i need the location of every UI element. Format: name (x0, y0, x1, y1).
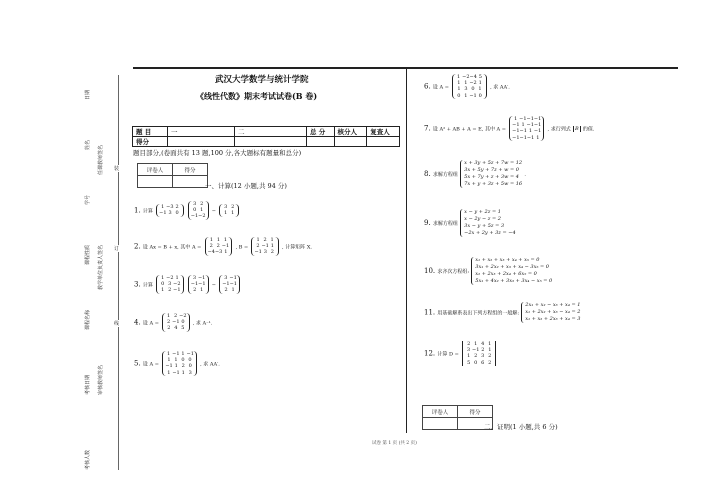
q9-number: 9. (424, 219, 431, 227)
margin-label-course-name: 课程名称 (85, 309, 91, 330)
score-header-part2: 二 (235, 127, 307, 137)
q3-matrix-3: 3 −1 −1−1 2 1 (219, 275, 240, 294)
question-8 (424, 160, 526, 188)
q3-operator: − (211, 282, 216, 289)
score-cell[interactable] (173, 176, 208, 188)
q1-number: 1. (134, 206, 141, 215)
margin-label-name: 姓名 (85, 139, 91, 150)
q1-operator: − (211, 208, 216, 215)
q5-matrix-a: 1 −1 1 −1 1 1 0 0 −1 1 2 0 1 −1 1 3 (162, 351, 197, 376)
grader-cell[interactable] (138, 176, 173, 188)
q8-number: 8. (424, 170, 431, 178)
cut-mark-zhuang: 装 (114, 166, 120, 172)
q6-text: 设 A = (432, 84, 449, 91)
cut-mark-ding: 订 (114, 246, 120, 252)
score-table (132, 126, 400, 147)
q6-matrix-a: 1 −2−4 5 1 1 −2 1 1 3 0 1 0 1 −1 0 (452, 74, 487, 99)
q1-matrix-1: 1 −3 2 −1 3 0 (156, 204, 183, 216)
question-4 (134, 313, 212, 332)
q3-text: 计算 (142, 282, 153, 289)
q4-text: 设 A = (142, 320, 159, 327)
score-label-2: 得分 (458, 406, 493, 418)
question-10 (424, 257, 552, 285)
question-7 (424, 116, 594, 141)
score-header-topic: 题 目 (133, 127, 168, 137)
q12-number: 12. (424, 349, 436, 358)
q3-number: 3. (134, 280, 141, 289)
section2-title: 二、证明(1 小题,共 6 分) (484, 423, 558, 431)
q1-matrix-3: 3 2 1 1 (219, 204, 239, 216)
q11-system: 2x₁ + x₂ − x₃ + x₄ = 1 x₁ + 2x₂ + x₃ − x₄ = 2 x₁ + x₂ + 2x₃ + x₄ = 3 (521, 302, 580, 323)
margin-label-exam-date: 考核日期 (85, 374, 91, 395)
q9-system: x − y + 2z = 1 x − 2y − z = 2 3x − y + 5z = 3 −2x + 2y + 3z = −4 (460, 209, 516, 237)
q7-tail1: , 求行列式 (547, 126, 571, 133)
score-label: 得分 (173, 164, 208, 176)
column-divider (406, 68, 407, 433)
q4-number: 4. (134, 318, 141, 327)
question-11 (424, 302, 580, 323)
margin-label-dept-sign: 教学单位负责人签名 (98, 244, 104, 290)
q2-text: 设 Ax = B + x, 其中 A = (142, 244, 202, 251)
page-footer: 试卷 第 1 页 (共 2 页) (372, 441, 417, 446)
q7-det-b: B (574, 126, 579, 133)
score-row-label: 得分 (133, 137, 168, 147)
question-9 (424, 209, 516, 237)
question-12 (424, 341, 497, 366)
margin-label-teacher-sign: 任课教师签名 (98, 144, 104, 175)
q8-tail: . (524, 172, 526, 178)
q6-number: 6. (424, 82, 431, 91)
q8-text: 求解方程组 (432, 172, 458, 178)
q1-matrix-2: 3 2 0 1 −1−2 (188, 201, 209, 220)
q7-matrix-a: 1 −1−1−1 −1 1 −1−1 −1−1 1 −1 −1−1−1 1 (509, 116, 544, 141)
q2-matrix-a: 1 1 1 2 2 −1 −4−3 1 (205, 237, 233, 256)
grader-box-2 (422, 405, 493, 430)
q3-matrix-2: 3 −1 −1−1 2 1 (188, 275, 209, 294)
q2-number: 2. (134, 242, 141, 251)
school-title: 武汉大学数学与统计学院 (215, 75, 309, 85)
margin-label-course-type: 课程性质 (85, 244, 91, 265)
q10-system: x₁ + x₂ + x₃ + x₄ + x₅ = 0 3x₁ + 2x₂ + x₃ + x₄ − 3x₅ = 0 x₂ + 2x₃ + 2x₄ + 6x₅ = 0 5x₁ + 4x₂ + 3x₃ + 3x₄ − x₅ = 0 (471, 257, 552, 285)
q11-text: 用基础解系表出下列方程组的一般解: (437, 310, 520, 317)
grader-cell-2[interactable] (423, 418, 458, 430)
grader-box-1 (137, 163, 208, 188)
score-cell-part2[interactable] (235, 137, 307, 147)
question-1 (134, 201, 240, 220)
q10-text: 求齐次方程组: (437, 269, 470, 275)
grader-label-2: 评卷人 (423, 406, 458, 418)
q12-text: 计算 D = (437, 351, 459, 358)
section1-title: 一、计算(12 小题,共 94 分) (205, 182, 287, 190)
q2-matrix-b: 1 2 1 2 −1 1 −1 3 2 (251, 237, 278, 256)
q11-number: 11. (424, 308, 436, 317)
score-cell-total[interactable] (307, 137, 335, 147)
margin-label-date: 日期 (85, 89, 91, 100)
q2-tail: , 计算矩阵 X. (282, 244, 312, 251)
question-5 (134, 351, 220, 376)
margin-label-review-sign: 审核教师签名 (98, 364, 104, 395)
score-header-reviewer: 复查人 (367, 127, 400, 137)
cut-mark-xian: 线 (114, 321, 120, 327)
q3-matrix-1: 1 −2 1 0 3 −2 1 2 −1 (156, 275, 183, 294)
q7-number: 7. (424, 124, 431, 133)
score-header-part1: 一 (168, 127, 235, 137)
score-cell-reviewer[interactable] (367, 137, 400, 147)
q12-determinant: 2 1 4 1 3 −1 2 1 1 2 3 2 5 0 6 2 (462, 341, 496, 366)
question-2 (134, 237, 312, 256)
q10-number: 10. (424, 267, 436, 275)
exam-note: 题目部分,(卷面共有 13 题,100 分,各大题标有题量和总分) (133, 149, 302, 157)
question-3 (134, 275, 241, 294)
q4-tail: , 求 A⁻¹. (192, 320, 213, 327)
margin-label-examinees: 考核人数 (85, 449, 91, 470)
question-6 (424, 74, 510, 99)
q5-number: 5. (134, 359, 141, 368)
q7-text: 设 A² + AB + A = E, 其中 A = (432, 126, 506, 133)
q8-system: x + 3y + 5z + 7w = 12 3x + 5y + 7z + w = 0 5x + 7y + z + 3w = 4 7x + y + 3z + 5w = 16 (460, 160, 522, 188)
score-cell-checker[interactable] (334, 137, 367, 147)
exam-title: 《线性代数》期末考试试卷(B 卷) (196, 91, 318, 101)
margin-label-student-id: 学号 (85, 194, 91, 205)
binding-line (118, 75, 119, 470)
q6-tail: , 求 AA′. (490, 84, 510, 91)
score-header-checker: 核分人 (334, 127, 367, 137)
q1-text: 计算 (142, 208, 153, 215)
q5-text: 设 A = (142, 361, 159, 368)
score-header-total: 总 分 (307, 127, 335, 137)
score-cell-part1[interactable] (168, 137, 235, 147)
q2-mid: , B = (235, 244, 249, 251)
q4-matrix-a: 1 2 −2 2 −1 0 2 4 5 (162, 313, 189, 332)
grader-label: 评卷人 (138, 164, 173, 176)
q7-tail3: 的值. (582, 126, 595, 133)
q9-text: 求解方程组 (432, 221, 458, 227)
q5-tail: , 求 AA′. (200, 361, 220, 368)
